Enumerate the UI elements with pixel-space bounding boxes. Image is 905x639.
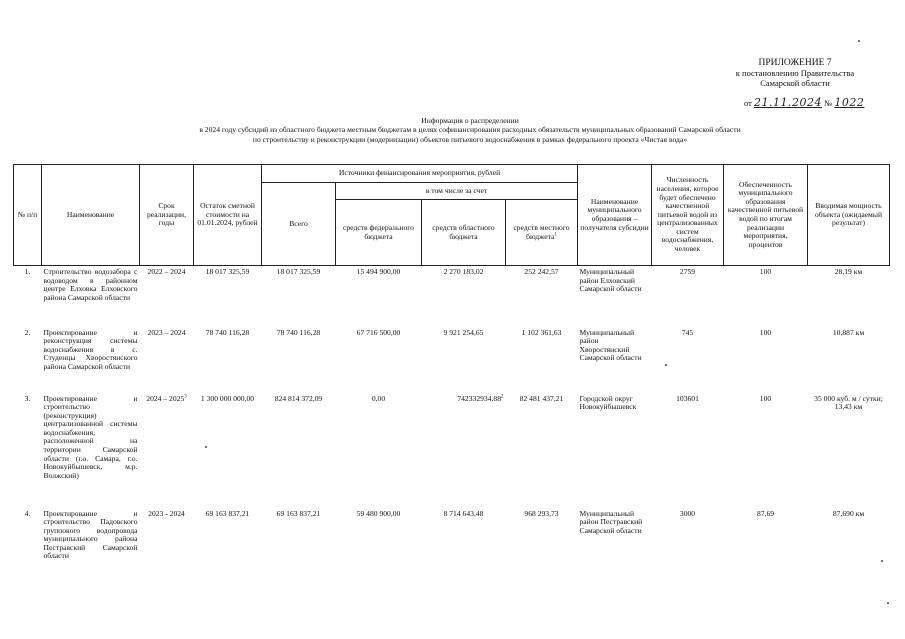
row-recipient: Муниципальный район Хворостянский Самарской области (579, 327, 642, 363)
row-total: 69 163 837,21 (276, 508, 321, 518)
row-federal: 67 716 500,00 (356, 327, 401, 337)
header-provision: Обеспеченность муниципального образования качественной питьевой водой по итогам реализации мероприятия, процентов (724, 165, 808, 266)
table-row (14, 327, 890, 393)
row-name: Проектирование и реконструкция системы водоснабжения в с. Студенцы Хворостянского района Самарской области (43, 327, 138, 371)
row-regional: 2 270 183,02 (443, 267, 484, 276)
row-remaining: 18 017 325,59 (205, 267, 250, 276)
row-capacity: 87,690 км (832, 508, 865, 518)
header-remaining: Остаток сметной стоимости на 01.01.2024, рублей (194, 165, 262, 266)
subsidy-table (13, 164, 890, 588)
title-line-2: в 2024 году субсидий из областного бюджета местным бюджетам в целях софинансирования расходных обязательств муниципальных образований Самарской области (199, 125, 741, 135)
header-total: Всего (262, 183, 336, 266)
row-total: 78 740 116,28 (276, 327, 321, 337)
row-regional: 742332934,88$^2$ (457, 393, 504, 403)
number-prefix: № (824, 98, 833, 108)
header-num: № п/п (14, 165, 42, 266)
row-capacity: 35 000 куб. м / сутки; 13,43 км (814, 393, 883, 412)
row-remaining: 78 740 116,28 (205, 327, 250, 337)
row-local: 1 102 361,63 (521, 327, 562, 337)
row-name: Строительство водозабора с водоводом в районном центре Елховка Елховского района Самарской области (43, 267, 138, 302)
row-num: 1. (24, 267, 31, 276)
row-regional: 8 714 643,48 (443, 508, 484, 518)
row-provision: 100 (759, 267, 772, 276)
scan-speck (887, 602, 889, 604)
appendix-ref: к постановлению Правительства (735, 68, 855, 78)
header-name: Наименование (42, 165, 140, 266)
table-row (14, 266, 890, 327)
header-including: в том числе за счет (336, 183, 578, 200)
row-num: 2. (24, 327, 31, 337)
resolution-date-line (744, 96, 864, 109)
row-population: 2759 (679, 267, 696, 276)
row-population: 103601 (676, 393, 699, 403)
row-name: Проектирование и строительство Падовского группового водопровода муниципального района Пестравский Самарской области (43, 508, 138, 561)
row-total: 824 814 372,09 (274, 393, 323, 403)
row-regional: 9 921 254,65 (443, 327, 484, 337)
header-federal: средств федерального бюджета (336, 200, 422, 266)
row-recipient: Муниципальный район Елховский Самарской области (579, 267, 642, 294)
row-period: 2022 – 2024 (147, 267, 186, 276)
handwritten-number: 1022 (834, 96, 865, 109)
row-local: 82 481 437,21 (519, 393, 564, 403)
scan-speck (665, 364, 667, 366)
row-federal: 15 494 900,00 (356, 267, 401, 276)
row-period: 2023 – 2024 (147, 327, 186, 337)
header-population: Численность населения, которое будет обеспечено качественной питьевой водой из централизованных систем водоснабжения, человек (652, 165, 724, 266)
title-line-3: по строительству и реконструкции (модернизации) объектов питьевого водоснабжения в рамках федерального проекта «Чистая вода» (252, 134, 688, 144)
row-period: 2023 - 2024 (148, 508, 185, 518)
row-federal: 0,00 (371, 393, 386, 403)
row-population: 745 (681, 327, 694, 337)
row-recipient: Муниципальный район Пестравский Самарской области (579, 508, 643, 535)
title-line-1: Информация о распределении (421, 116, 519, 125)
row-provision: 100 (759, 327, 772, 337)
row-remaining: 69 163 837,21 (205, 508, 250, 518)
row-recipient: Городской округ Новокуйбышевск (579, 393, 637, 412)
handwritten-date: 21.11.2024 (753, 96, 822, 109)
row-federal: 59 480 900,00 (356, 508, 401, 518)
appendix-region: Самарской области (760, 78, 830, 88)
header-regional: средств областного бюджета (422, 200, 506, 266)
row-capacity: 28,19 км (834, 267, 863, 276)
row-capacity: 10,887 км (832, 327, 865, 337)
header-local: средств местного бюджета$^1$ (506, 200, 578, 266)
local-footnote-mark: 1 (554, 231, 557, 237)
row-remaining: 1 300 000 000,00 (200, 393, 255, 403)
header-capacity: Вводимая мощность объекта (ожидаемый результат) (808, 165, 890, 266)
appendix-block (700, 58, 890, 88)
date-prefix: от (744, 98, 752, 108)
row-provision: 87,69 (756, 508, 775, 518)
header-period: Срок реализации, годы (140, 165, 194, 266)
header-sources: Источники финансирования мероприятия, рублей (262, 165, 578, 183)
row-total: 18 017 325,59 (276, 267, 321, 276)
header-recipient: Наименование муниципального образования – получателя субсидии (578, 165, 652, 266)
scan-speck (858, 40, 860, 42)
row-name: Проектирование и строительство (реконструкция) централизованной системы водоснабжения, расположенной на территории Самарской области (г.о. Самара, г.о. Новокуйбышевск, м.р. Волжский) (43, 393, 138, 480)
scan-speck (205, 446, 207, 448)
table-row (14, 508, 890, 588)
scan-speck (881, 560, 883, 562)
row-num: 4. (24, 508, 31, 518)
row-population: 3000 (679, 508, 696, 518)
row-provision: 100 (759, 393, 772, 403)
table-row (14, 393, 890, 508)
row-num: 3. (24, 393, 31, 403)
row-local: 252 242,57 (524, 267, 559, 276)
row-local: 968 293,73 (524, 508, 559, 518)
appendix-title: ПРИЛОЖЕНИЕ 7 (758, 58, 832, 68)
document-title (120, 116, 820, 144)
row-period: 2024 – 2025$^3$ (146, 393, 187, 403)
